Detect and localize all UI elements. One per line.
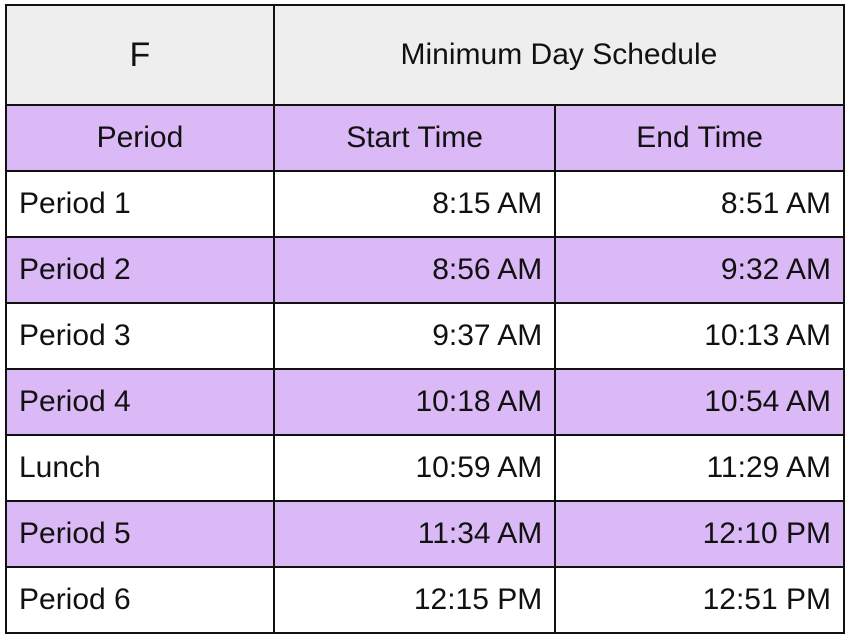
end-time: 11:29 AM (555, 435, 844, 501)
period-name: Period 4 (6, 369, 274, 435)
start-time: 8:15 AM (274, 171, 555, 237)
period-name: Period 6 (6, 567, 274, 633)
table-row (6, 435, 844, 501)
period-name: Period 1 (6, 171, 274, 237)
header-row (6, 105, 844, 171)
start-time: 10:18 AM (274, 369, 555, 435)
table-row (6, 171, 844, 237)
start-time: 11:34 AM (274, 501, 555, 567)
start-time: 10:59 AM (274, 435, 555, 501)
schedule-title: Minimum Day Schedule (274, 5, 844, 105)
column-header-period: Period (6, 105, 274, 171)
table-row (6, 303, 844, 369)
start-time: 8:56 AM (274, 237, 555, 303)
schedule-code: F (6, 5, 274, 105)
period-name: Period 5 (6, 501, 274, 567)
end-time: 8:51 AM (555, 171, 844, 237)
table-row (6, 237, 844, 303)
period-name: Period 3 (6, 303, 274, 369)
period-name: Period 2 (6, 237, 274, 303)
table-row (6, 369, 844, 435)
end-time: 10:54 AM (555, 369, 844, 435)
column-header-start-time: Start Time (274, 105, 555, 171)
title-row (6, 5, 844, 105)
end-time: 12:51 PM (555, 567, 844, 633)
column-header-end-time: End Time (555, 105, 844, 171)
end-time: 10:13 AM (555, 303, 844, 369)
table-row (6, 567, 844, 633)
start-time: 12:15 PM (274, 567, 555, 633)
end-time: 12:10 PM (555, 501, 844, 567)
start-time: 9:37 AM (274, 303, 555, 369)
end-time: 9:32 AM (555, 237, 844, 303)
period-name: Lunch (6, 435, 274, 501)
table-row (6, 501, 844, 567)
schedule-table (5, 4, 845, 634)
